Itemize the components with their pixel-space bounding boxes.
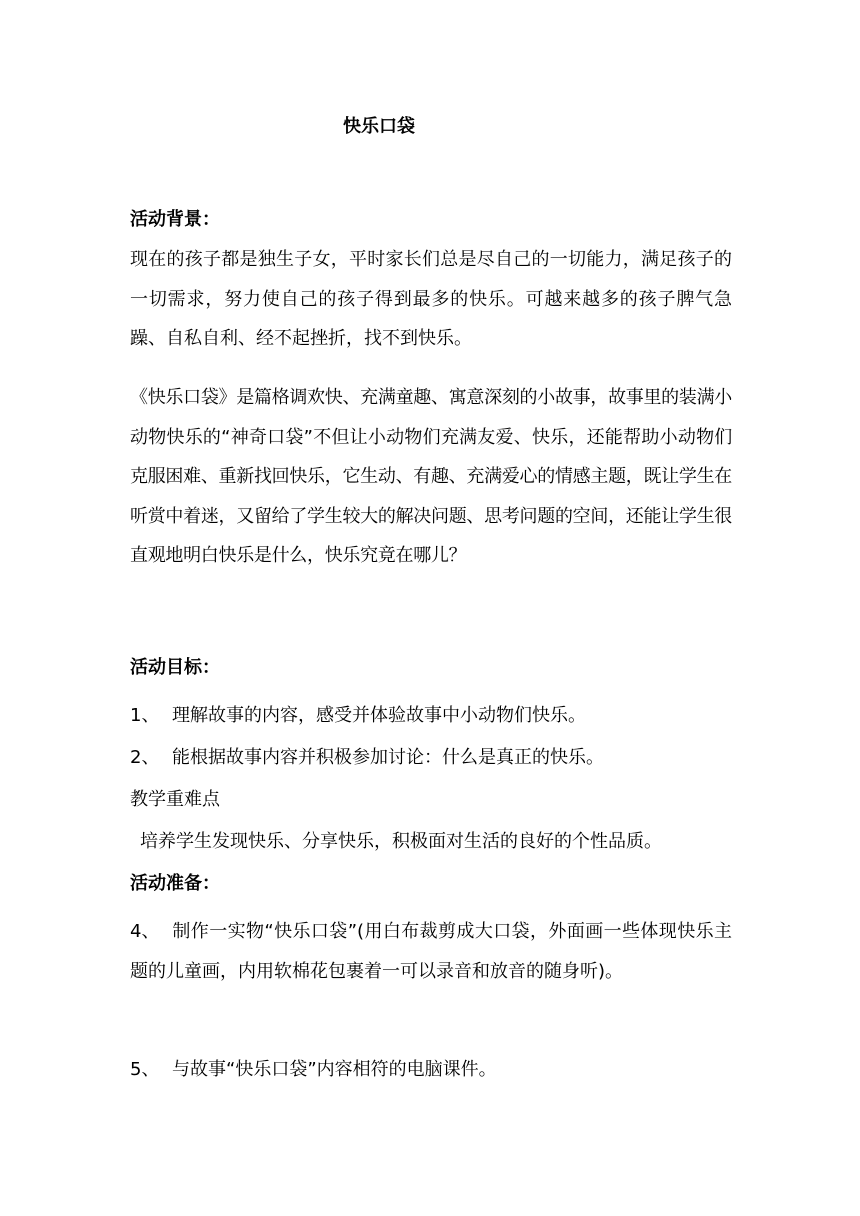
goal-item-2 — [130, 738, 732, 778]
document-title: 快乐口袋 — [343, 116, 415, 137]
goal-item-1 — [130, 696, 732, 736]
prep-item-4 — [130, 912, 732, 991]
prep-heading: 活动准备： — [130, 873, 220, 894]
goal-item-text: 能根据故事内容并积极参加讨论：什么是真正的快乐。 — [172, 747, 604, 768]
goal-item-number: 2、 — [130, 747, 160, 768]
key-points-text: 培养学生发现快乐、分享快乐，积极面对生活的良好的个性品质。 — [140, 831, 662, 852]
prep-item-text: 与故事“快乐口袋”内容相符的电脑课件。 — [172, 1059, 497, 1080]
goal-item-number: 1、 — [130, 705, 160, 726]
prep-item-5 — [130, 1050, 732, 1090]
prep-item-number: 5、 — [130, 1059, 160, 1080]
goal-item-text: 理解故事的内容，感受并体验故事中小动物们快乐。 — [172, 705, 586, 726]
background-paragraph-2: 《快乐口袋》是篇格调欢快、充满童趣、寓意深刻的小故事，故事里的装满小动物快乐的“神奇口袋”不但让小动物们充满友爱、快乐，还能帮助小动物们克服困难、重新找回快乐，它生动、有趣、充满爱心的情感主题，既让学生在听赏中着迷，又留给了学生较大的解决问题、思考问题的空间，还能让学生很直观地明白快乐是什么，快乐究竟在哪儿？ — [130, 387, 732, 566]
key-points-heading: 教学重难点 — [130, 789, 220, 810]
prep-item-text: 制作一实物“快乐口袋”(用白布裁剪成大口袋，外面画一些体现快乐主题的儿童画，内用软棉花包裹着一可以录音和放音的随身听)。 — [130, 921, 732, 982]
background-heading: 活动背景： — [130, 209, 220, 230]
background-paragraph-1: 现在的孩子都是独生子女，平时家长们总是尽自己的一切能力，满足孩子的一切需求，努力使自己的孩子得到最多的快乐。可越来越多的孩子脾气急躁、自私自利、经不起挫折，找不到快乐。 — [130, 249, 732, 349]
goals-heading: 活动目标： — [130, 657, 220, 678]
prep-item-number: 4、 — [130, 921, 160, 942]
